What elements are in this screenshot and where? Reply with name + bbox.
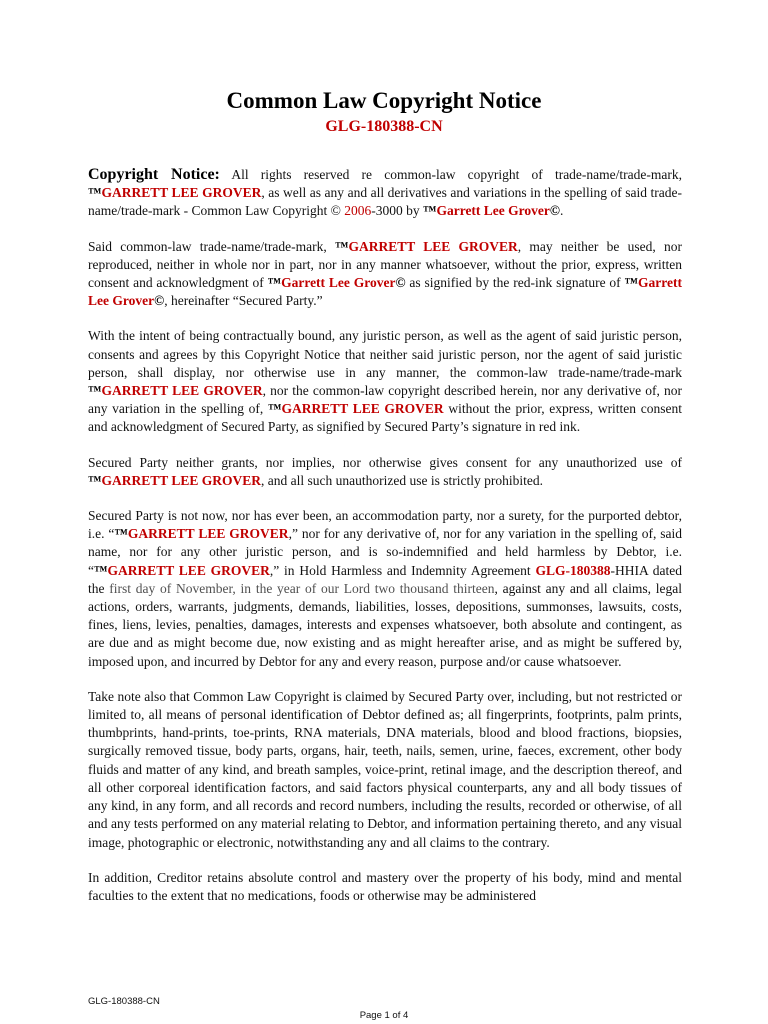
trademark-symbol: ™ xyxy=(268,401,282,417)
trademark-symbol: ™ xyxy=(335,238,349,254)
paragraph-accommodation-party xyxy=(88,507,682,671)
trademark-symbol: ™ xyxy=(624,275,639,291)
text-run: All rights reserved re common-law copyright of trade-name/trade-mark, xyxy=(219,167,682,182)
trademark-symbol: ™ xyxy=(88,383,102,399)
text-run: , may neither be used, nor reproduced, neither in whole nor in part, nor in any manner whatsoever, without the prior, express, written consent and acknowledgment of xyxy=(88,238,682,291)
text-run: without the prior, express, written consent and acknowledgment of Secured Party, as signified by Secured Party’s signature in red ink. xyxy=(88,401,682,435)
copyright-symbol: © xyxy=(154,293,165,309)
trade-name: GARRETT LEE GROVER xyxy=(348,238,518,254)
trademark-symbol: ™ xyxy=(422,203,437,219)
copyright-year: 2006 xyxy=(344,203,372,219)
trade-name: Garrett Lee Grover xyxy=(88,275,682,309)
trade-name: GARRETT LEE GROVER xyxy=(281,401,444,417)
document-body xyxy=(88,166,682,922)
trade-name: GARRETT LEE GROVER xyxy=(107,562,270,578)
text-run: , and all such unauthorized use is strictly prohibited. xyxy=(261,472,543,488)
copyright-symbol: © xyxy=(549,203,560,219)
footer-document-code: GLG-180388-CN xyxy=(88,996,160,1007)
paragraph-no-consent xyxy=(88,454,682,490)
trade-name: Garrett Lee Grover xyxy=(436,203,550,219)
document-code: GLG-180388-CN xyxy=(325,118,443,135)
page-number: Page 1 of 4 xyxy=(359,1010,409,1021)
trademark-symbol: ™ xyxy=(114,526,128,542)
agreement-reference: GLG-180388 xyxy=(535,562,611,578)
trade-name: Garrett Lee Grover xyxy=(281,275,396,291)
text-run: Secured Party neither grants, nor implies, nor otherwise gives consent for any unauthorized use of xyxy=(88,454,682,470)
text-run: , against any and all claims, legal actions, orders, warrants, judgments, demands, liabilities, losses, depositions, summonses, lawsuits, costs, fines, liens, levies, penalties, damages, interests and expenses whatsoever, both absolute and contingent, as are due and as might become due, now existing and as might hereafter arise, and as might be suffered by, imposed upon, and incurred by Debtor for any and every reason, purpose and/or cause whatsoever. xyxy=(88,580,682,669)
document-title: Common Law Copyright Notice xyxy=(226,88,542,113)
trademark-symbol: ™ xyxy=(88,185,102,201)
agreement-date: first day of November, in the year of our Lord two thousand thirteen xyxy=(109,580,495,596)
trade-name: GARRETT LEE GROVER xyxy=(101,185,262,201)
copyright-symbol: © xyxy=(395,275,406,291)
text-run: , nor the common-law copyright described herein, nor any derivative of, nor any variation in the spelling of, xyxy=(88,383,682,417)
paragraph-copyright-notice xyxy=(88,166,682,221)
trademark-symbol: ™ xyxy=(94,562,108,578)
trade-name: GARRETT LEE GROVER xyxy=(127,526,289,542)
text-run: -HHIA dated the xyxy=(88,562,682,596)
text-run: , as well as any and all derivatives and variations in the spelling of said trade-name/trade-mark - Common Law Copyright © xyxy=(88,185,682,219)
text-run: -3000 by xyxy=(371,203,423,219)
text-run: With the intent of being contractually bound, any juristic person, as well as the agent of said juristic person, consents and agrees by this Copyright Notice that neither said juristic person, nor the agent of said juristic person, shall display, nor otherwise use in any manner, the common-law trade-name/trade-mark xyxy=(88,328,682,380)
text-run: ,” in Hold Harmless and Indemnity Agreement xyxy=(269,562,536,578)
paragraph-contractual-agreement xyxy=(88,327,682,436)
text-run: Said common-law trade-name/trade-mark, xyxy=(88,238,336,254)
copyright-notice-lead: Copyright Notice: xyxy=(88,166,220,183)
text-run: as signified by the red-ink signature of xyxy=(405,275,625,291)
text-run: Secured Party is not now, nor has ever been, an accommodation party, nor a surety, for the purported debtor, i.e. “ xyxy=(88,508,682,542)
paragraph-use-restriction xyxy=(88,238,682,311)
text-run: ,” nor for any derivative of, nor for any variation in the spelling of, said name, nor for any other juristic person, and is so-indemnified and held harmless by Debtor, i.e. “ xyxy=(88,526,682,578)
trade-name: GARRETT LEE GROVER xyxy=(101,472,262,488)
paragraph-creditor-control: In addition, Creditor retains absolute control and mastery over the property of his body, mind and mental faculties to the extent that no medications, foods or otherwise may be administered xyxy=(88,869,682,903)
text-run: , hereinafter “Secured Party.” xyxy=(164,293,323,309)
paragraph-identification-claim: Take note also that Common Law Copyright is claimed by Secured Party over, including, but not restricted or limited to, all means of personal identification of Debtor defined as; all fingerprints, footprints, palm prints, thumbprints, hand-prints, toe-prints, RNA materials, DNA materials, blood and blood fractions, biopsies, surgically removed tissue, body parts, organs, hair, teeth, nails, semen, urine, faeces, excrement, other body fluids and matter of any kind, and breath samples, voice-print, retinal image, and the description thereof, and all other corporeal identification factors, and said factors physical counterparts, any and all body tissues of any kind, in any form, and all records and record numbers, including the results, recorded or otherwise, of all and any tests performed on any material relating to Debtor, and information pertaining thereto, and any visual image, photographic or electronic, notwithstanding any and all claims to the contrary. xyxy=(88,688,682,850)
trademark-symbol: ™ xyxy=(88,472,102,488)
trade-name: GARRETT LEE GROVER xyxy=(101,383,263,399)
text-run: . xyxy=(560,203,564,219)
trademark-symbol: ™ xyxy=(267,275,282,291)
